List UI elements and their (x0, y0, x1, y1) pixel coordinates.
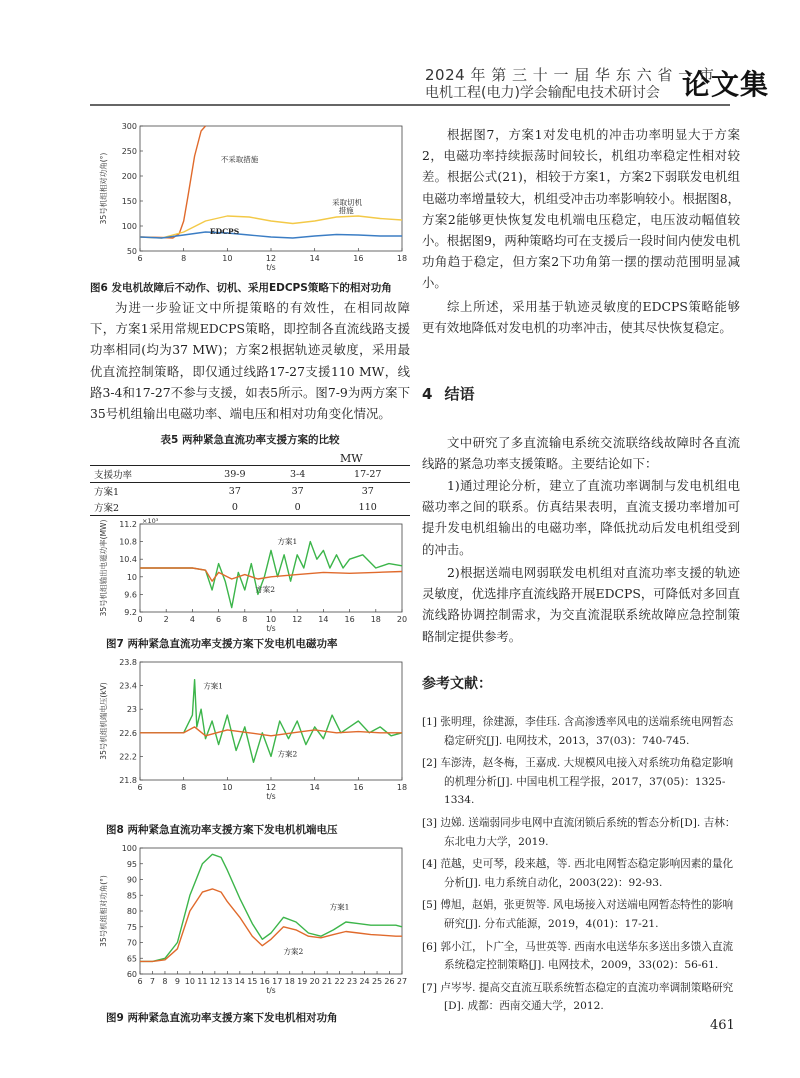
references-list (422, 713, 740, 1020)
series-annotation: 方案2 (277, 749, 298, 759)
x-tick-label: 16 (259, 977, 270, 986)
right-paragraph-3: 文中研究了多直流输电系统交流联络线故障时各直流线路的紧急功率支援策略。主要结论如下： (422, 435, 740, 472)
x-tick-label: 18 (396, 254, 408, 263)
x-tick-label: 8 (181, 783, 187, 792)
series-annotation: 措施 (338, 206, 354, 215)
y-tick-label: 65 (126, 954, 137, 964)
table-cell: 0 (294, 501, 301, 513)
x-tick-label: 24 (359, 977, 370, 986)
series-line (140, 889, 402, 962)
x-tick-label: 26 (384, 977, 395, 986)
table-cell: 方案2 (94, 503, 120, 514)
y-tick-label: 9.2 (124, 608, 137, 617)
x-tick-label: 15 (247, 977, 258, 986)
x-tick-label: 18 (396, 783, 408, 792)
table-header-row (90, 466, 410, 483)
y-tick-label: 23.8 (119, 658, 137, 667)
x-tick-label: 12 (265, 254, 277, 263)
figure-8 (92, 656, 412, 806)
y-tick-label: 10.8 (119, 537, 137, 547)
x-tick-label: 18 (370, 615, 381, 624)
x-tick-label: 4 (189, 615, 195, 624)
x-tick-label: 25 (371, 977, 383, 986)
x-tick-label: 6 (137, 977, 143, 986)
y-tick-label: 11.2 (119, 520, 137, 529)
series-line (140, 126, 206, 238)
table-header-cell: 39-9 (224, 468, 246, 480)
x-tick-label: 6 (137, 254, 143, 263)
header-rule (90, 104, 730, 106)
y-tick-label: 23 (126, 705, 137, 715)
right-paragraph-1: 根据图7，方案1对发电机的冲击功率明显大于方案2，电磁功率持续振荡时间较长，机组功率稳定性相对较差。根据公式(21)，相较于方案1，方案2下弱联发电机组电磁功率增量较大，机组受冲击功率影响较小。根据图8，方案2能够更快恢复发电机端电压稳定，电压波动幅值较小。根据图9，两种策略均可在支援后一段时间内使发电机功角趋于稳定，但方案2下功角第一摆的摆动范围明显减小。 (422, 127, 740, 291)
x-tick-label: 14 (234, 977, 245, 986)
x-tick-label: 18 (284, 977, 295, 986)
x-tick-label: 2 (163, 615, 169, 624)
x-tick-label: 7 (149, 977, 156, 986)
figure-6-chart (92, 118, 412, 276)
x-tick-label: 20 (309, 977, 320, 986)
figure-6 (92, 118, 412, 276)
fig9-axes (98, 844, 407, 995)
x-axis-label: t/s (266, 263, 276, 272)
page-header (0, 0, 800, 108)
fig7-axes (98, 517, 407, 633)
table-cell: 方案1 (94, 487, 120, 498)
x-tick-label: 8 (181, 254, 187, 263)
x-axis-label: t/s (266, 986, 276, 995)
figure-9 (92, 842, 412, 1000)
figure-9-chart (92, 842, 412, 1000)
figure-7 (92, 516, 412, 634)
x-tick-label: 12 (209, 977, 220, 986)
series-line (140, 727, 402, 736)
series-annotation: 方案1 (277, 536, 298, 546)
y-tick-label: 300 (121, 122, 137, 131)
figure-7-chart (92, 516, 412, 634)
y-tick-label: 10.4 (119, 555, 137, 565)
series-annotation: 方案1 (203, 681, 224, 691)
y-tick-label: 250 (121, 147, 137, 156)
x-tick-label: 12 (265, 783, 277, 792)
x-tick-label: 6 (137, 783, 143, 792)
x-tick-label: 21 (322, 977, 333, 986)
y-tick-label: 23.4 (119, 681, 137, 691)
section-number: 4 (422, 385, 433, 403)
figure-9-caption: 图9 两种紧急直流功率支援方案下发电机相对功角 (106, 1012, 338, 1024)
y-tick-label: 100 (121, 222, 137, 231)
x-tick-label: 8 (162, 977, 168, 986)
y-tick-label: 22.2 (119, 752, 137, 762)
page-number: 461 (710, 1018, 735, 1033)
table-5-caption: 表5 两种紧急直流功率支援方案的比较 (160, 434, 340, 446)
reference-item: [6] 郭小江，卜广全，马世英等. 西南水电送华东多送出多馈入直流系统稳定控制策略[J]. 电网技术，2009，33(02)：56-61. (422, 940, 734, 972)
reference-item: [3] 边娣. 送端弱同步电网中直流闭锁后系统的暂态分析[D]. 吉林：东北电力大学，2019. (422, 816, 736, 848)
series-annotation: 方案2 (283, 947, 304, 957)
x-axis-label: t/s (266, 792, 276, 801)
y-tick-label: 200 (121, 172, 137, 181)
x-tick-label: 17 (272, 977, 283, 986)
x-tick-label: 27 (396, 977, 408, 986)
table-row (90, 499, 410, 516)
series-line (140, 680, 402, 763)
y-tick-label: 95 (126, 859, 137, 869)
table-5-unit: MW (340, 452, 363, 465)
y-axis-label: 35号机组相对功角(°) (99, 875, 108, 947)
y-tick-label: 80 (126, 907, 137, 916)
x-tick-label: 13 (222, 977, 233, 986)
x-axis-label: t/s (266, 624, 276, 633)
x-tick-label: 16 (353, 254, 364, 263)
section-heading (422, 383, 474, 404)
y-tick-label: 85 (126, 891, 137, 901)
x-tick-label: 12 (292, 615, 303, 624)
right-paragraph-5: 2)根据送端电网弱联发电机组对直流功率支援的轨迹灵敏度，优选排序直流线路开展EDCPS，可降低对多回直流线路协调控制需求，为交直流混联系统故障应急控制策略制定提供参考。 (422, 565, 740, 644)
y-tick-label: 90 (126, 875, 137, 885)
fig8-axes (98, 658, 407, 801)
table-header-cell: 支援功率 (94, 470, 133, 481)
x-tick-label: 0 (137, 615, 143, 624)
y-tick-label: 70 (126, 938, 137, 948)
figure-8-caption: 图8 两种紧急直流功率支援方案下发电机机端电压 (106, 824, 338, 836)
table-cell: 37 (291, 485, 304, 497)
proceedings-title: 论文集 (682, 68, 770, 101)
x-tick-label: 14 (309, 783, 320, 792)
x-tick-label: 6 (216, 615, 222, 624)
plot-frame (140, 662, 402, 780)
x-tick-label: 22 (334, 977, 345, 986)
y-tick-label: 9.6 (124, 590, 137, 600)
y-axis-label: 35号机组相对功角(°) (99, 152, 108, 225)
x-tick-label: 10 (222, 254, 233, 263)
x-tick-label: 16 (344, 615, 355, 624)
right-paragraph-4: 1)通过理论分析，建立了直流功率调制与发电机组电磁功率之间的联系。仿真结果表明，直流支援功率增加可提升发电机组输出的电磁功率，降低扰动后发电机组受到的冲击。 (422, 478, 740, 557)
series-annotation: EDCPS (209, 227, 240, 236)
conference-line-1: 2024 年 第 三 十 一 届 华 东 六 省 一 市 (425, 66, 715, 84)
x-tick-label: 14 (309, 254, 320, 263)
reference-item: [1] 张明理，徐建源，李佳珏. 含高渗透率风电的送端系统电网暂态稳定研究[J]. 电网技术，2013，37(03)：740-745. (422, 716, 734, 747)
x-tick-label: 10 (265, 615, 277, 624)
reference-item: [2] 车澎涛，赵冬梅，王嘉成. 大规模风电接入对系统功角稳定影响的机理分析[J]. 中国电机工程学报，2017，37(05)：1325-1334. (422, 757, 734, 807)
x-tick-label: 8 (242, 615, 248, 624)
reference-item: [5] 傅旭，赵娟，张更贺等. 风电场接入对送端电网暂态特性的影响研究[J]. 分布式能源，2019，4(01)：17-21. (422, 899, 734, 930)
section-title: 结语 (444, 385, 475, 403)
table-cell: 37 (228, 485, 241, 497)
x-tick-label: 9 (174, 977, 180, 986)
reference-item: [4] 范越，史可琴，段来越，等. 西北电网暂态稳定影响因素的量化分析[J]. 电力系统自动化，2003(22)：92-93. (422, 858, 734, 889)
table-header-cell: 17-27 (354, 468, 382, 480)
y-axis-exponent: ×10³ (142, 517, 159, 525)
table-row (90, 483, 410, 500)
series-annotation: 采取切机 (332, 198, 363, 207)
x-tick-label: 23 (347, 977, 358, 986)
x-tick-label: 11 (197, 977, 208, 986)
series-line (140, 854, 402, 961)
x-tick-label: 10 (184, 977, 195, 986)
y-tick-label: 100 (121, 844, 137, 853)
y-axis-label: 35号机组输出电磁功率(MW) (99, 519, 108, 617)
table-cell: 37 (361, 485, 374, 497)
y-tick-label: 21.8 (119, 776, 137, 785)
figure-8-chart (92, 656, 412, 806)
y-axis-label: 35号机组机端电压(kV) (99, 682, 108, 760)
table-cell: 0 (231, 501, 238, 513)
plot-frame (140, 848, 402, 974)
fig6-axes (98, 122, 407, 272)
right-paragraph-2: 综上所述，采用基于轨迹灵敏度的EDCPS策略能够更有效地降低对发电机的功率冲击，使其尽快恢复稳定。 (422, 299, 740, 336)
figure-7-caption: 图7 两种紧急直流功率支援方案下发电机电磁功率 (106, 638, 338, 650)
x-tick-label: 19 (297, 977, 308, 986)
series-annotation: 方案1 (329, 902, 350, 912)
x-tick-label: 10 (222, 783, 233, 792)
y-tick-label: 75 (126, 922, 137, 932)
conference-line-2: 电机工程(电力)学会输配电技术研讨会 (425, 85, 660, 101)
y-tick-label: 60 (126, 970, 137, 979)
y-tick-label: 50 (126, 247, 137, 256)
table-cell: 110 (358, 501, 377, 513)
figure-6-caption: 图6 发电机故障后不动作、切机、采用EDCPS策略下的相对功角 (90, 282, 392, 294)
series-annotation: 不采取措施 (220, 155, 259, 164)
reference-item: [7] 卢岑岑. 提高交直流互联系统暂态稳定的直流功率调制策略研究[D]. 成都：西南交通大学，2012. (422, 981, 734, 1013)
table-header-cell: 3-4 (290, 468, 306, 480)
x-tick-label: 14 (318, 615, 329, 624)
y-tick-label: 10 (126, 572, 137, 582)
y-tick-label: 150 (121, 197, 137, 206)
left-paragraph-1: 为进一步验证文中所提策略的有效性，在相同故障下，方案1采用常规EDCPS策略，即控制各直流线路支援功率相同(均为37 MW)；方案2根据轨迹灵敏度，采用最优直流控制策略，即仅通过线路17-27支援110 MW，线路3-4和17-27不参与支援，如表5所示。图7-9为两方案下35号机组输出电磁功率、端电压和相对功角变化情况。 (90, 300, 410, 422)
references-heading: 参考文献： (422, 676, 492, 692)
series-annotation: 方案2 (255, 585, 276, 595)
y-tick-label: 22.6 (119, 728, 137, 738)
x-tick-label: 16 (353, 783, 364, 792)
table-5 (90, 465, 410, 516)
x-tick-label: 20 (396, 615, 408, 624)
series-line (140, 568, 402, 581)
series-line (140, 542, 402, 608)
